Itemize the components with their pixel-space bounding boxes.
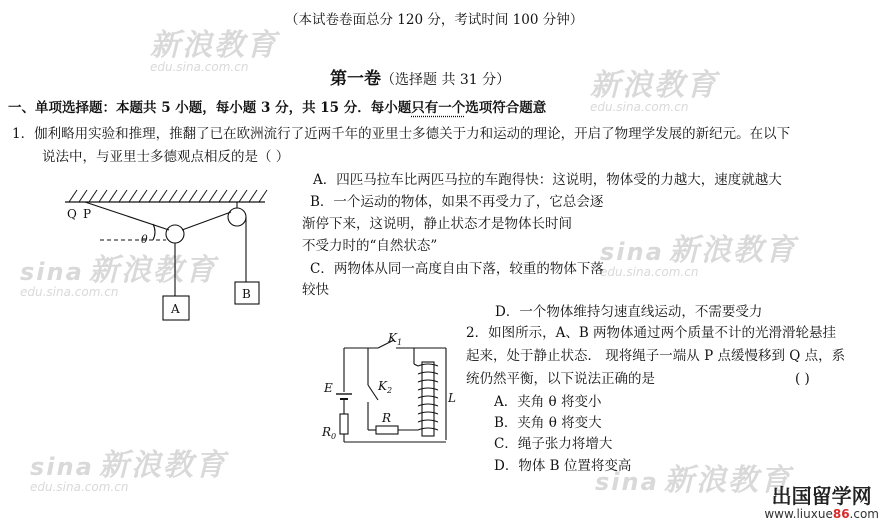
watermark-logo: sina <box>595 468 659 496</box>
label-a: A <box>171 302 180 316</box>
watermark-url: edu.sina.com.cn <box>600 265 699 279</box>
watermark-text: 新浪教育 <box>668 233 797 268</box>
pulley-figure <box>55 178 290 328</box>
volume-title: 第一卷 <box>330 69 381 89</box>
site-brand: 出国留学网 <box>771 484 872 508</box>
watermark-2 <box>590 60 718 114</box>
watermark-1 <box>150 20 278 74</box>
label-k1: $K_1$ <box>388 331 403 347</box>
coil-core <box>422 362 434 436</box>
switch-k2-blade <box>368 385 378 400</box>
watermark-url: edu.sina.com.cn <box>590 100 689 114</box>
resistor-r <box>376 426 398 434</box>
section-heading-start: 一、单项选择题：本题共 5 小题，每小题 3 分，共 15 分．每小题 <box>8 100 412 116</box>
wire <box>414 364 418 366</box>
theta-arc <box>153 224 155 240</box>
q1-option-b-line3: 不受力时的“自然状态” <box>302 238 438 254</box>
volume-subtitle: （选择题 共 31 分） <box>381 72 511 88</box>
label-r0: $R_0$ <box>322 425 337 441</box>
ceiling <box>65 190 267 202</box>
exam-info: （本试卷卷面总分 120 分，考试时间 100 分钟） <box>285 12 584 28</box>
label-p: P <box>83 207 92 221</box>
q1-option-b-line1: B．一个运动的物体，如果不再受力了，它总会逐 <box>310 194 604 210</box>
label-b: B <box>242 287 251 301</box>
rope-right <box>182 212 231 230</box>
watermark-url: edu.sina.com.cn <box>20 285 119 299</box>
q1-option-a: A．四匹马拉车比两匹马拉的车跑得快：这说明，物体受的力越大，速度就越大 <box>313 172 782 188</box>
coil-l <box>418 364 438 430</box>
watermark-5 <box>30 440 227 494</box>
section-heading-emphasis: 只有一个 <box>411 100 466 116</box>
label-theta: θ <box>141 233 148 246</box>
q2-stem-line3: 统仍然平衡，以下说法正确的是 <box>466 371 655 387</box>
watermark-logo: sina <box>600 238 664 266</box>
q2-option-d: D．物体 B 位置将变高 <box>494 458 632 474</box>
q2-option-a: A．夹角 θ 将变小 <box>494 394 602 410</box>
watermark-url: edu.sina.com.cn <box>30 480 129 494</box>
rope-left <box>85 202 169 230</box>
watermark-text: 新浪教育 <box>150 28 278 63</box>
site-logo[interactable] <box>764 485 879 521</box>
q1-option-d: D．一个物体维持匀速直线运动，不需要受力 <box>495 304 763 320</box>
q1-option-b-line2: 渐停下来，这说明，静止状态才是物体长时间 <box>302 216 572 232</box>
watermark-logo: sina <box>20 258 84 286</box>
site-url: www.liuxue86.com <box>764 507 879 521</box>
watermark-text: 新浪教育 <box>88 253 217 288</box>
section-heading <box>8 98 546 118</box>
label-e: E <box>324 381 333 395</box>
q1-stem-line1: 1．伽利略用实验和推理，推翻了已在欧洲流行了近两千年的亚里士多德关于力和运动的理论，开启了物理学发展的新纪元。在以下 <box>12 126 791 142</box>
q1-stem-line2: 说法中，与亚里士多德观点相反的是（ ） <box>42 149 290 165</box>
watermark-text: 新浪教育 <box>98 448 227 483</box>
watermark-text: 新浪教育 <box>590 68 718 103</box>
watermark-url: edu.sina.com.cn <box>150 60 249 74</box>
movable-pulley <box>166 225 184 243</box>
watermark-text: 新浪教育 <box>663 463 792 498</box>
q2-stem-line2: 起来，处于静止状态． 现将绳子一端从 P 点缓慢移到 Q 点，系 <box>466 348 846 364</box>
q2-stem-line1: 2．如图所示，A、B 两物体通过两个质量不计的光滑滑轮悬挂 <box>466 325 837 341</box>
q1-option-c-line1: C．两物体从同一高度自由下落，较重的物体下落 <box>310 261 604 277</box>
volume-title-row <box>330 64 510 89</box>
watermark-4 <box>600 225 797 279</box>
circuit-figure <box>318 330 468 460</box>
label-l: L <box>448 391 456 405</box>
fixed-pulley <box>228 208 246 226</box>
q2-option-b: B．夹角 θ 将变大 <box>494 415 602 431</box>
q1-option-c-line2: 较快 <box>302 282 329 298</box>
watermark-logo: sina <box>30 453 94 481</box>
label-r: R <box>382 411 392 425</box>
section-heading-end: 选项符合题意 <box>465 100 547 116</box>
q2-answer-paren: ( ) <box>795 371 810 387</box>
q2-option-c: C．绳子张力将增大 <box>494 436 613 452</box>
resistor-r0 <box>340 414 348 434</box>
label-q: Q <box>67 207 77 221</box>
label-k2: $K_2$ <box>378 379 393 395</box>
